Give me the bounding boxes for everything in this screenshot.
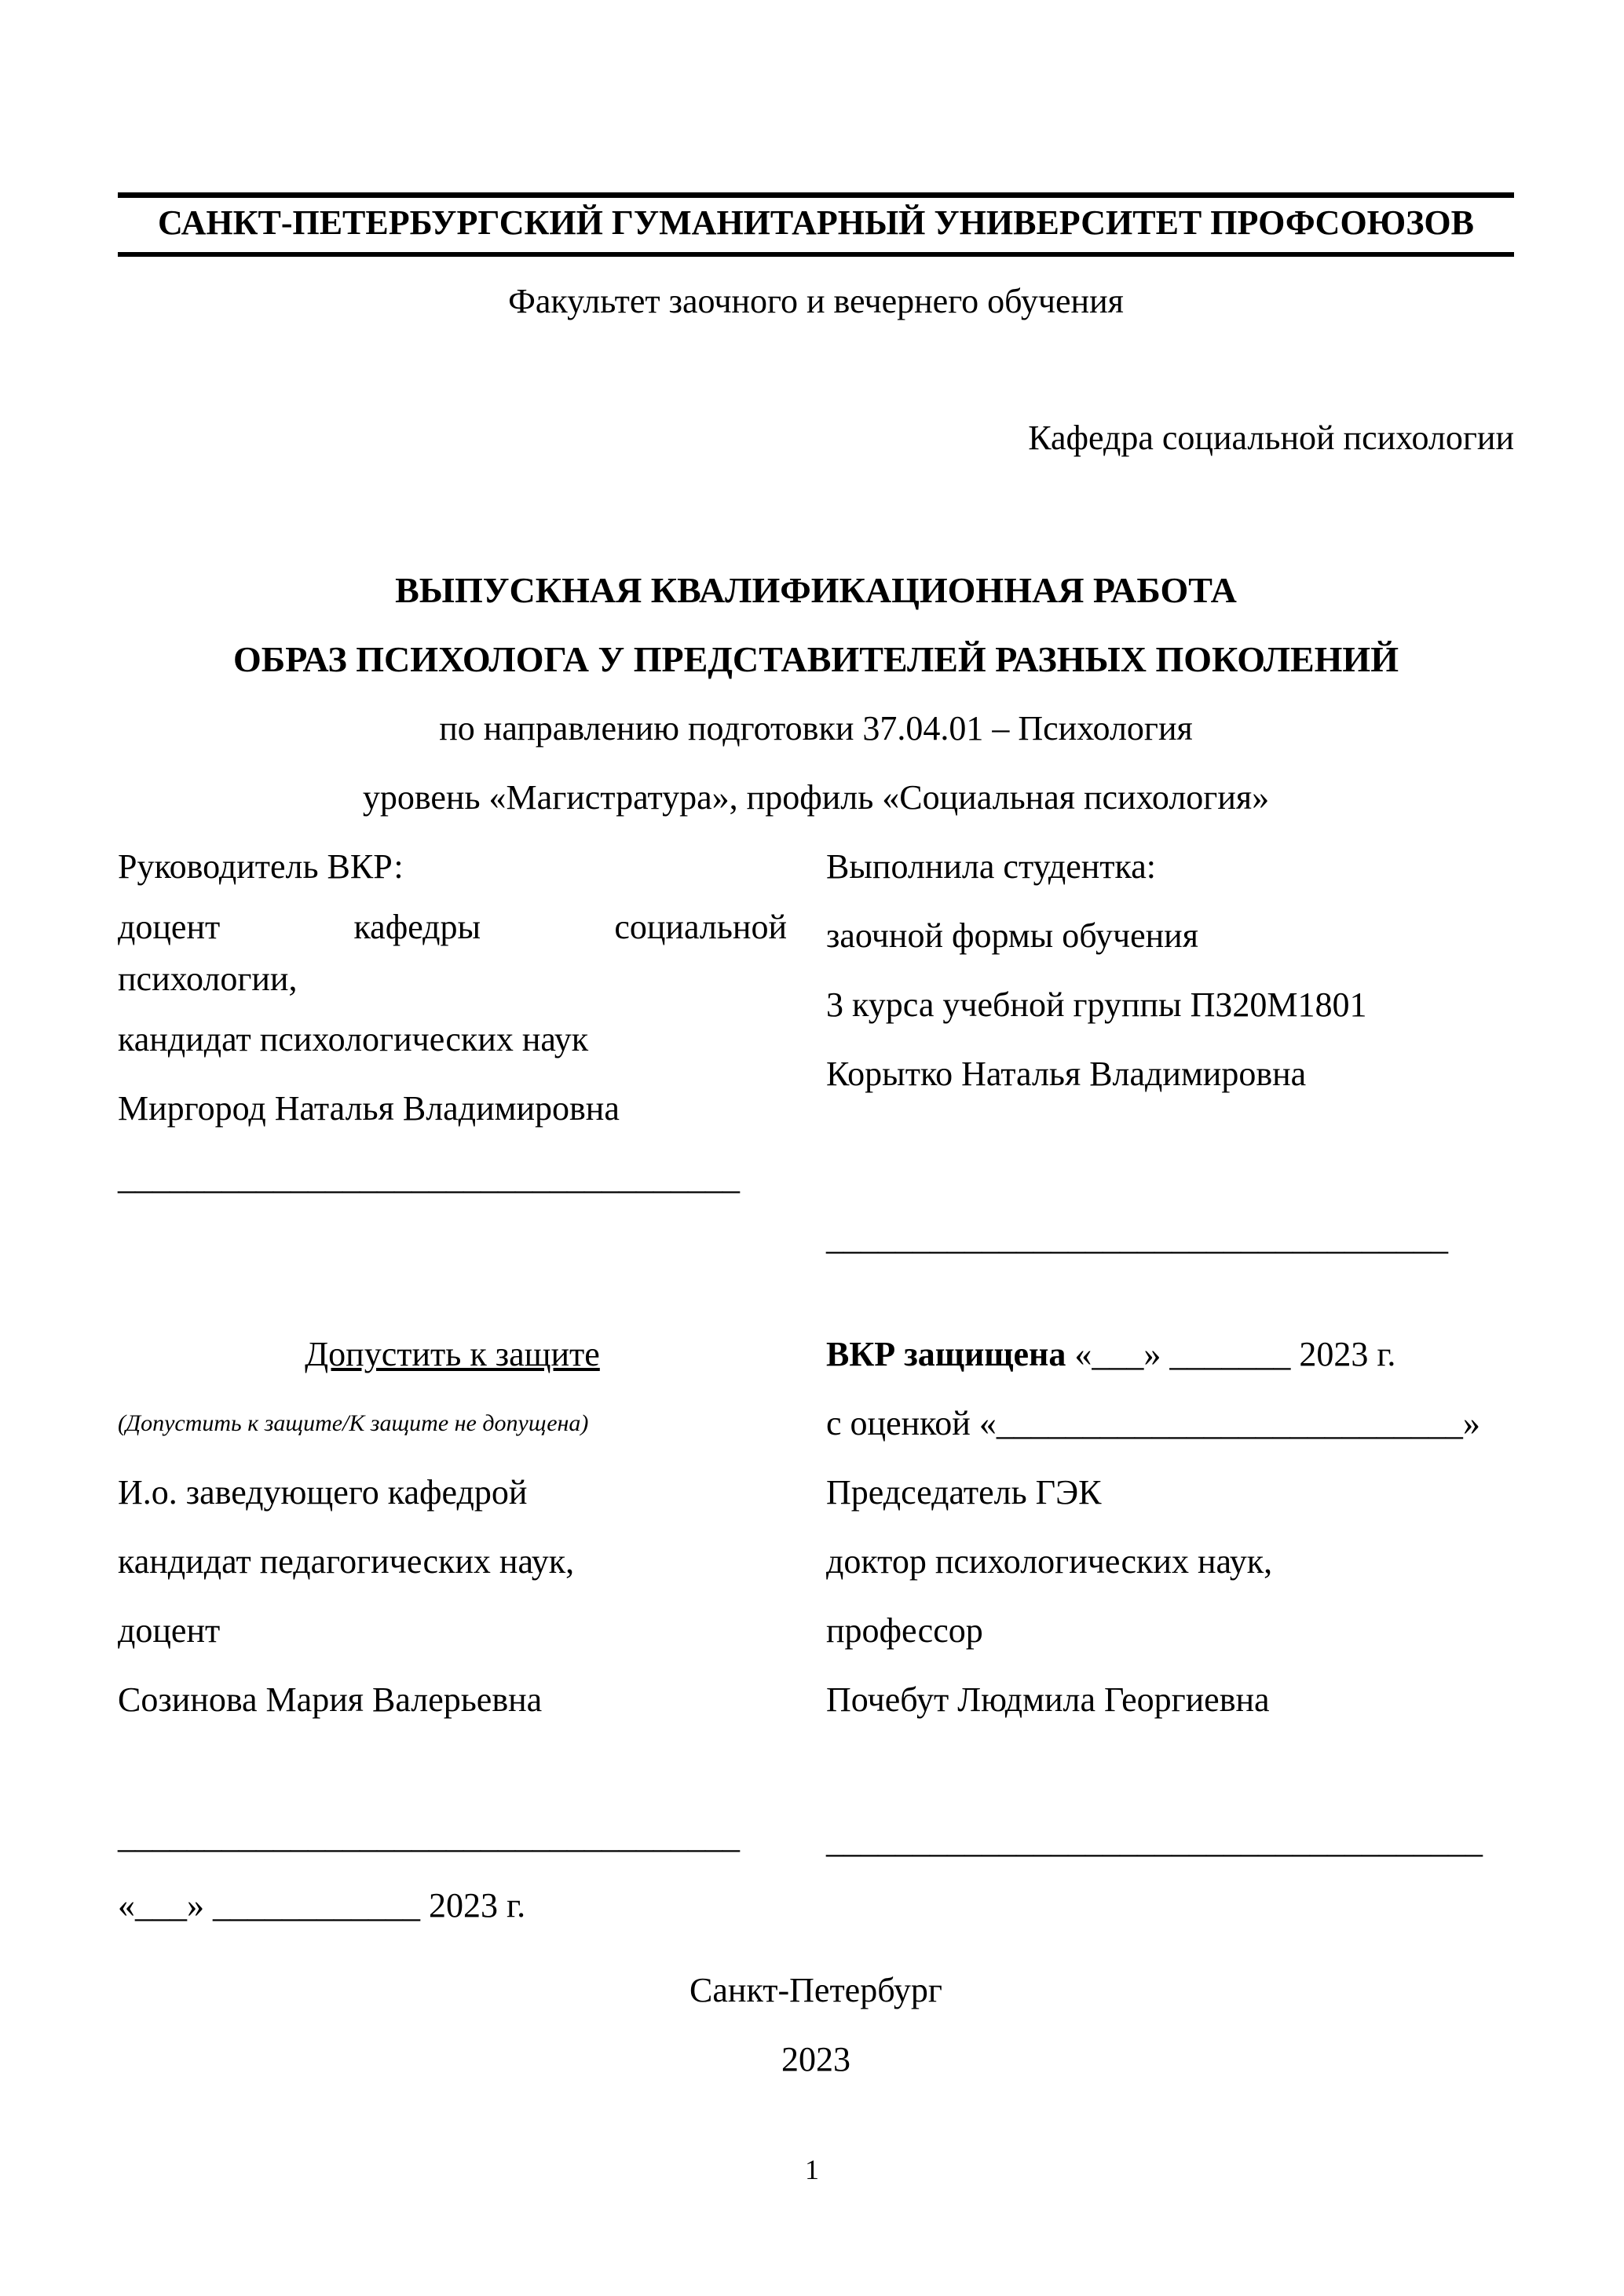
page-number: 1 — [805, 2154, 819, 2185]
supervisor-position-line2: психологии, — [118, 960, 298, 999]
admission-defense-block — [118, 1320, 1514, 1940]
supervisor-signature-line: ____________________________________ — [118, 1158, 740, 1197]
admission-column — [118, 1320, 787, 1940]
supervisor-position-line1: доцент кафедры социальной — [118, 908, 787, 947]
footer-block — [118, 1956, 1514, 2094]
supervisor-name: Миргород Наталья Владимировна — [118, 1089, 620, 1128]
admission-degree: кандидат педагогических наук, — [118, 1542, 575, 1581]
defense-name: Почебут Людмила Георгиевна — [826, 1680, 1270, 1720]
footer-year: 2023 — [781, 2040, 850, 2079]
defense-label — [826, 1320, 1514, 1389]
admission-note: (Допустить к защите/К защите не допущена) — [118, 1410, 589, 1437]
admission-date-line: «___» ____________ 2023 г. — [118, 1886, 526, 1925]
admission-rank: доцент — [118, 1611, 221, 1651]
admission-name: Созинова Мария Валерьевна — [118, 1680, 543, 1720]
defense-label-bold: ВКР защищена — [826, 1335, 1066, 1374]
title-block — [118, 556, 1514, 832]
thesis-topic: ОБРАЗ ПСИХОЛОГА У ПРЕДСТАВИТЕЛЕЙ РАЗНЫХ ПОКОЛЕНИЙ — [233, 639, 1399, 680]
admission-title — [118, 1320, 787, 1389]
supervisor-degree: кандидат психологических наук — [118, 1020, 589, 1059]
admission-title-text: Допустить к защите — [305, 1335, 600, 1374]
university-name: САНКТ-ПЕТЕРБУРГСКИЙ ГУМАНИТАРНЫЙ УНИВЕРСИТЕТ ПРОФСОЮЗОВ — [157, 203, 1475, 242]
defense-column — [826, 1320, 1514, 1876]
faculty-name: Факультет заочного и вечернего обучения — [508, 282, 1124, 320]
student-column — [826, 832, 1514, 1273]
student-signature-line: ____________________________________ — [826, 1219, 1448, 1258]
defense-degree: доктор психологических наук, — [826, 1542, 1273, 1581]
admission-position: И.о. заведующего кафедрой — [118, 1473, 528, 1512]
student-group: 3 курса учебной группы ПЗ20М1801 — [826, 985, 1367, 1025]
study-level: уровень «Магистратура», профиль «Социальная психология» — [362, 778, 1270, 817]
defense-rank: профессор — [826, 1611, 983, 1651]
supervisor-label: Руководитель ВКР: — [118, 847, 404, 887]
supervisor-column — [118, 832, 787, 1212]
department-name: Кафедра социальной психологии — [1028, 418, 1514, 457]
student-study-form: заочной формы обучения — [826, 916, 1198, 956]
footer-city: Санкт-Петербург — [689, 1971, 942, 2010]
university-header — [118, 192, 1514, 257]
defense-label-rest: «___» _______ 2023 г. — [1074, 1335, 1396, 1374]
student-name: Корытко Наталья Владимировна — [826, 1055, 1307, 1094]
work-type: ВЫПУСКНАЯ КВАЛИФИКАЦИОННАЯ РАБОТА — [395, 570, 1237, 611]
defense-grade-line: с оценкой «___________________________» — [826, 1404, 1480, 1443]
supervisor-student-block — [118, 832, 1514, 1273]
defense-chairman: Председатель ГЭК — [826, 1473, 1102, 1512]
admission-signature-line: ____________________________________ — [118, 1817, 740, 1856]
study-direction: по направлению подготовки 37.04.01 – Психология — [439, 709, 1193, 748]
student-label: Выполнила студентка: — [826, 847, 1156, 887]
defense-signature-line: ______________________________________ — [826, 1822, 1483, 1861]
